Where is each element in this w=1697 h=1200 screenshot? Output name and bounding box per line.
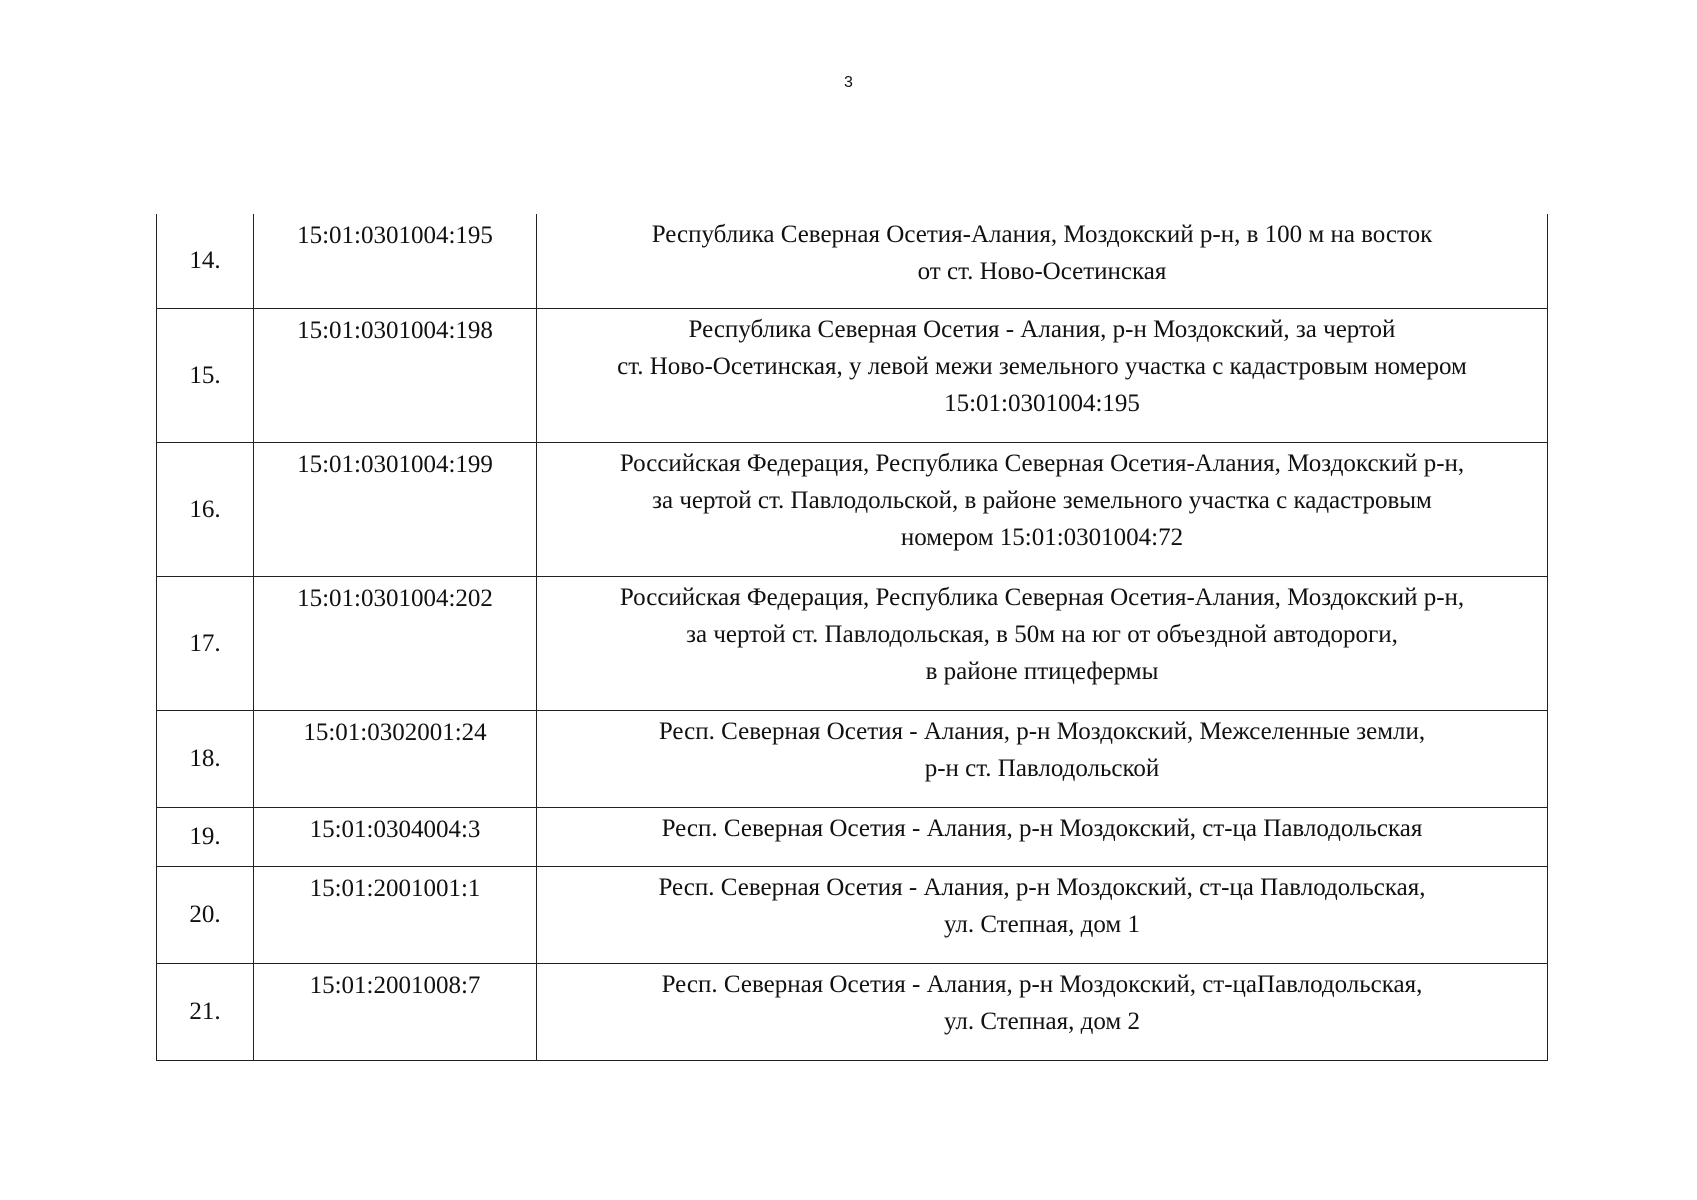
address-line: ул. Степная, дом 1 xyxy=(944,910,1140,938)
address-line: Республика Северная Осетия-Алания, Моздокский р-н, в 100 м на восток xyxy=(651,221,1433,248)
address-line: номером 15:01:0301004:72 xyxy=(900,523,1184,551)
cadastral-number: 15:01:0302001:24 xyxy=(254,710,537,807)
address-line: Российская Федерация, Республика Северная Осетия-Алания, Моздокский р-н, xyxy=(619,449,1465,477)
parcel-address xyxy=(537,214,1548,308)
row-number: 17. xyxy=(157,576,254,710)
cadastral-number: 15:01:0301004:198 xyxy=(254,308,537,442)
cadastral-number: 15:01:0301004:199 xyxy=(254,442,537,576)
parcel-address xyxy=(537,710,1548,807)
address-line: Респ. Северная Осетия - Алания, р-н Моздокский, ст-цаПавлодольская, xyxy=(661,970,1423,998)
land-parcels-table xyxy=(156,214,1548,1061)
address-line: Респ. Северная Осетия - Алания, р-н Моздокский, Межселенные земли, xyxy=(658,717,1426,745)
parcel-address xyxy=(537,442,1548,576)
parcel-address xyxy=(537,576,1548,710)
table-row xyxy=(157,866,1548,963)
cadastral-number: 15:01:0304004:3 xyxy=(254,807,537,866)
parcel-address xyxy=(537,807,1548,866)
cadastral-number: 15:01:0301004:195 xyxy=(254,214,537,308)
address-line: от ст. Ново-Осетинская xyxy=(917,258,1167,285)
address-line: р-н ст. Павлодольской xyxy=(924,754,1160,782)
table-row xyxy=(157,576,1548,710)
row-number: 20. xyxy=(157,866,254,963)
address-line: за чертой ст. Павлодольская, в 50м на юг от объездной автодороги, xyxy=(686,620,1398,648)
cadastral-number: 15:01:0301004:202 xyxy=(254,576,537,710)
cadastral-number: 15:01:2001008:7 xyxy=(254,963,537,1060)
address-line: Республика Северная Осетия - Алания, р-н Моздокский, за чертой xyxy=(688,315,1396,343)
address-line: 15:01:0301004:195 xyxy=(944,389,1140,417)
row-number: 15. xyxy=(157,308,254,442)
row-number: 19. xyxy=(157,807,254,866)
table-row xyxy=(157,710,1548,807)
table-row xyxy=(157,807,1548,866)
parcel-address xyxy=(537,308,1548,442)
page-number: 3 xyxy=(844,74,853,91)
address-line: в районе птицефермы xyxy=(925,657,1159,685)
table-row xyxy=(157,214,1548,308)
row-number: 14. xyxy=(157,214,254,308)
table-row xyxy=(157,442,1548,576)
cadastral-number: 15:01:2001001:1 xyxy=(254,866,537,963)
parcel-address xyxy=(537,963,1548,1060)
table-row xyxy=(157,963,1548,1060)
address-line: ул. Степная, дом 2 xyxy=(944,1007,1140,1035)
parcel-address xyxy=(537,866,1548,963)
table-row xyxy=(157,308,1548,442)
address-line: Респ. Северная Осетия - Алания, р-н Моздокский, ст-ца Павлодольская xyxy=(661,814,1423,842)
address-line: Российская Федерация, Республика Северная Осетия-Алания, Моздокский р-н, xyxy=(619,583,1465,611)
address-line: ст. Ново-Осетинская, у левой межи земельного участка с кадастровым номером xyxy=(617,352,1467,380)
address-line: Респ. Северная Осетия - Алания, р-н Моздокский, ст-ца Павлодольская, xyxy=(658,873,1426,901)
row-number: 16. xyxy=(157,442,254,576)
address-line: за чертой ст. Павлодольской, в районе земельного участка с кадастровым xyxy=(652,486,1432,514)
row-number: 18. xyxy=(157,710,254,807)
row-number: 21. xyxy=(157,963,254,1060)
